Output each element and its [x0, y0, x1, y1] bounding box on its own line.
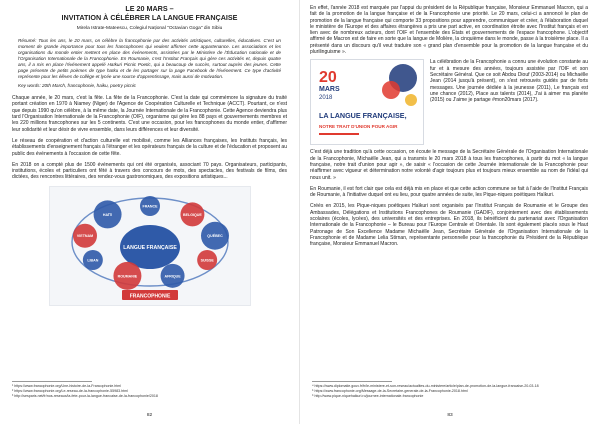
country-bubble-label: ROUMANIE [117, 274, 137, 279]
country-bubble-label: BELGIQUE [182, 212, 202, 217]
page-number-left: 82 [146, 413, 153, 418]
right-page [300, 0, 600, 424]
francophonie-figure [49, 186, 251, 306]
country-bubble-label: FRANCE [142, 204, 157, 209]
right-paragraph-3: En Roumanie, il est fort clair que cela est déjà mis en place et que cette action commune se fait à l'aide de l'Institut Français de Roumanie, à l'initiative duquel ont eu lieu, pour quatre années de suite, les Pique-niques poétiques Haïkuri. [310, 185, 588, 199]
right-paragraph-2: C'est déjà une tradition qu'à cette occasion, on écoute le message de la Secrétaire Générale de l'Organisation Internationale de la Francophonie, Michaëlle Jean, qui a transmis le 20 mars 2018 à tous les francophones, à partir du mot « la langue française, notre trait d'union pour agir », de saisir « l'occasion de cette Journée internationale de la Francophonie pour réaffirmer avec vigueur et détermination notre volonté d'agir toujours plus et toujours mieux ensemble au nom de l'idéal qui nous unit. » [310, 149, 588, 181]
right-paragraph-4: Créés en 2015, les Pique-niques poétiques Haïkuri sont organisés par l'Institut Français de Roumanie et le Groupe des Ambassades, Délégations et Institutions Francophones de Roumanie (GADIF), conjointement avec des établissements scolaires (écoles, lycées), des universités et des entreprises. En 2018, ils bénéficient du partenariat avec l'Organisation Internationale de la Francophonie – le Bureau pour l'Europe Centrale et Orientale. Ils sont également placés sous le Haut Patronage de Son Excellence Madame Michaëlle Jean, Secrétaire Générale de l'Organisation Internationale de la Francophonie et de Madame Lelia Stirnan, représentante personnelle pour la francophonie du Président de la République française, Monsieur Emmanuel Macron. [310, 203, 588, 248]
country-bubble-label: SUISSE [200, 258, 214, 263]
poster-date-number: 20 [319, 69, 337, 87]
poster-headline: LA LANGUE FRANÇAISE, [319, 111, 407, 121]
inset-side-text: La célébration de la Francophonie a connu une évolution constante au fur et à mesure des années, toujours assistée par l'OIF et son Secrétaire Général. Que ce soit Abdou Diouf (2003-2014) ou Michaëlle Jean (2014 jusqu'à présent), on s'est retrouvés guidés par de forts messages. Une journée dédiée à la jeunesse (2011), Le français est une chance (2012), Place aux talents (2014), J'ai à aimer ma planète (2015) ou J'aime je partage #mon20mars (2017). [430, 59, 588, 104]
country-bubble-label: QUÉBEC [206, 233, 223, 238]
bubbles-illustration [50, 187, 250, 305]
poster-image [310, 59, 424, 145]
left-footnotes [12, 381, 287, 398]
footnote-3: ³ http://sesparis.net/fr/nos-reseaux/la-fete-pour-la-langue-francaise-de-la-francophonie/2018 [12, 393, 158, 398]
poster-graphic [311, 60, 423, 144]
right-footnotes [312, 381, 588, 398]
banner-label: FRANCOPHONIE [129, 292, 170, 299]
page-number-right: 83 [447, 413, 453, 418]
abstract: Résumé: Tous les ans, le 20 mars, on célèbre la francophonie par des activités artistiques, culturelles, éducatives. C'est un moment de grande importance pour tous les francophones qui veulent affirmer cette appartenance. Les associations et les organisations du monde entier mettent en place des événements, assistées par le Ministère de l'Éducation nationale et de l'Organisation Internationale de la Francophonie. En Roumanie, c'est l'Institut Français qui gère ces activités et, depuis quatre ans, il a mis en place l'événement appelé Haïkuri Picnic Poetic, qui a beaucoup de succès, surtout auprès des jeunes. Cette page présente de petits poèmes de type haïku et de les partager sur la page Facebook de l'événement. Ce type d'activité représente pour les élèves de collège et lycée une source d'apprentissage, mais aussi de motivation. [18, 38, 281, 79]
footnote-4: ⁴ https://www.diplomatie.gouv.fr/fr/le-ministere-et-son-reseau/actualites-du-ministere/article/plan-de-promotion-de-la-langue-francaise-20-03-18 [312, 384, 539, 388]
inset-row [310, 59, 588, 145]
footnote-1: ¹ https://www.francophonie.org/Une-histoire-de-la-Francophonie.html [12, 384, 122, 388]
left-paragraph-1: Chaque année, le 20 mars, c'est la fête. La fête de la Francophonie. C'est la date qui commémore la signature du traité portant création en 1970 à Niamey (Niger) de l'Agence de Coopération Culturelle et Technique (ACCT). Pourtant, ce n'est que depuis 1990 qu'on célèbre, à la même date, la Journée Internationale de la Francophonie. Cette Agence deviendra plus tard l'Organisation Internationale de la Francophonie (OIF), organisme qui gère les 88 pays et gouvernements membres et les 220 millions francophones sur les 5 continents. C'est une occasion, pour les francophones du monde entier, d'affirmer leur solidarité et leur désir de vivre ensemble, dans leurs différences et leur diversité. [12, 95, 287, 133]
country-bubble-label: VIETNAM [76, 233, 93, 238]
left-paragraph-2: Le réseau de coopération et d'action culturelle est mobilisé, comme les Alliances françaises, les Instituts français, les établissements d'enseignement français à l'étranger et les opérateurs français de la culture et de l'éducation et proposent au public des événements à l'occasion de cette fête. [12, 137, 287, 157]
article-title-line2: INVITATION À CÉLÉBRER LA LANGUE FRANÇAISE [61, 12, 238, 22]
article-authors: Mirela Istrate-Mateescu, Colegiul Național "Octavian Goga" din Sibiu [76, 26, 223, 32]
poster-subline: NOTRE TRAIT D'UNION POUR AGIR [319, 124, 398, 130]
central-bubble-label: LANGUE FRANÇAISE [122, 244, 177, 251]
footnote-2: ² https://www.francophonie.org/Le-reseau-de-la-francophonie-55983.html [12, 388, 128, 393]
poster-yellow-circle [405, 94, 417, 106]
poster-date-month: MARS [319, 86, 340, 94]
footnote-rule [12, 381, 92, 382]
poster-year: 2018 [319, 95, 333, 102]
footnote-6: ⁶ http://www.pique-niquehaikuri.ro/journee-internationale-francophonie [312, 393, 424, 398]
country-bubble-label: HAÏTI [102, 212, 112, 217]
left-paragraph-3: En 2018 on a compté plus de 1500 événements qui ont été organisés, associant 70 pays. Organisateurs, participants, institutions, écoles et particuliers ont fêté à travers des concours de mots, des spectacles, des festivals de films, des dictées, des rencontres littéraires, des rendez-vous gastronomiques, des expositions artistiques... [12, 161, 287, 181]
article-title-line1: LE 20 MARS – [125, 4, 174, 13]
country-bubble-label: AFRIQUE [163, 274, 181, 279]
poster-red-circle [382, 81, 400, 99]
footnote-5: ⁵ https://www.francophonie.org/Message-de-la-Secretaire-generale-de-la-Francophonie-2018.html [312, 388, 468, 393]
right-paragraph-1: En effet, l'année 2018 est marquée par l'appui du président de la République française, Monsieur Emmanuel Macron, qui a fait de la promotion de la langue française et de la Francophonie une priorité. Le 20 mars, celui-ci a annoncé le plan de promotion de la langue française qui comporte 33 propositions pour apprendre, communiquer et créer, à l'élaboration duquel le ministère de l'Europe et des affaires étrangères a pris une part active, en coordination étroite avec l'Institut français et en lien avec de nombreux acteurs, dont l'OIF et l'ensemble des États et gouvernements de l'espace francophone. L'objectif affirmé de Macron est de faire en sorte que la langue de Molière, la cinquième dans le monde, passe à la troisième place. Il a présenté dans un discours qu'il veut traduire son « grand plan d'ensemble pour la promotion de la langue française et du plurilinguisme ». [310, 5, 588, 56]
poster-underline [319, 133, 359, 135]
footnote-rule [312, 381, 392, 382]
country-bubble-label: LIBAN [86, 258, 98, 263]
keywords: Key words: 20th March, francophonie, haiku, poetry picnic [18, 82, 136, 88]
